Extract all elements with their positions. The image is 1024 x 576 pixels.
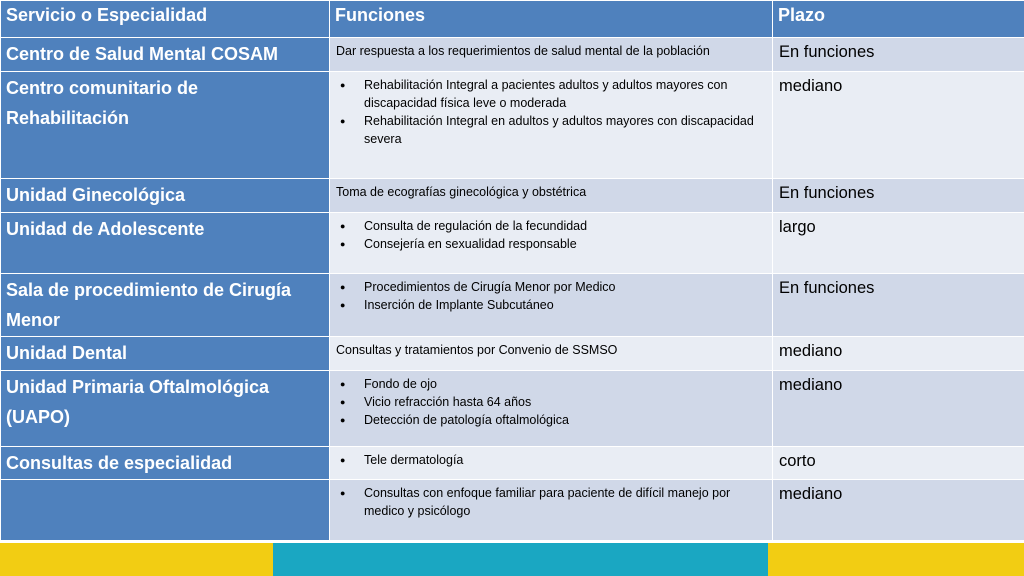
service-term: En funciones — [773, 38, 1024, 72]
service-functions — [330, 447, 773, 480]
service-term: mediano — [773, 72, 1024, 179]
service-name — [1, 480, 330, 541]
table-row — [1, 337, 1024, 371]
table-row — [1, 213, 1024, 274]
functions-list — [336, 451, 768, 469]
footer-yellow-left — [0, 543, 273, 576]
function-item: ● Consejería en sexualidad responsable — [336, 235, 768, 253]
service-term: largo — [773, 213, 1024, 274]
function-item: ● Vicio refracción hasta 64 años — [336, 393, 768, 411]
table-row — [1, 447, 1024, 480]
functions-list — [336, 76, 768, 148]
header-funciones: Funciones — [330, 1, 773, 38]
service-functions — [330, 274, 773, 337]
service-name: Unidad Ginecológica — [1, 179, 330, 213]
header-plazo: Plazo — [773, 1, 1024, 38]
service-name: Consultas de especialidad — [1, 447, 330, 480]
function-item: ● Inserción de Implante Subcutáneo — [336, 296, 768, 314]
service-term: corto — [773, 447, 1024, 480]
table-row — [1, 480, 1024, 541]
footer-bar — [0, 543, 1024, 576]
service-name: Unidad Dental — [1, 337, 330, 371]
table-row — [1, 179, 1024, 213]
table-row — [1, 274, 1024, 337]
function-item: ● Consulta de regulación de la fecundidad — [336, 217, 768, 235]
function-item: ● Detección de patología oftalmológica — [336, 411, 768, 429]
function-item: ● Rehabilitación Integral a pacientes adultos y adultos mayores con discapacidad física leve o moderada — [336, 76, 768, 112]
table-row — [1, 38, 1024, 72]
service-term: mediano — [773, 480, 1024, 541]
header-servicio: Servicio o Especialidad — [1, 1, 330, 38]
function-text: Toma de ecografías ginecológica y obstétrica — [336, 185, 587, 199]
functions-list — [336, 278, 768, 314]
service-term: mediano — [773, 371, 1024, 447]
service-functions — [330, 480, 773, 541]
service-functions — [330, 38, 773, 72]
service-name: Sala de procedimiento de Cirugía Menor — [1, 274, 330, 337]
service-functions — [330, 72, 773, 179]
function-item: ● Tele dermatología — [336, 451, 768, 469]
table-header-row — [1, 1, 1024, 38]
service-functions — [330, 179, 773, 213]
function-item: ● Procedimientos de Cirugía Menor por Medico — [336, 278, 768, 296]
functions-list — [336, 484, 768, 520]
service-functions — [330, 213, 773, 274]
service-functions — [330, 337, 773, 371]
service-term: En funciones — [773, 179, 1024, 213]
functions-list — [336, 217, 768, 253]
service-name: Unidad de Adolescente — [1, 213, 330, 274]
function-item: ● Fondo de ojo — [336, 375, 768, 393]
service-functions — [330, 371, 773, 447]
service-term: mediano — [773, 337, 1024, 371]
footer-yellow-right — [768, 543, 1024, 576]
service-name: Unidad Primaria Oftalmológica (UAPO) — [1, 371, 330, 447]
functions-list — [336, 375, 768, 429]
function-text: Dar respuesta a los requerimientos de salud mental de la población — [336, 44, 710, 58]
function-text: Consultas y tratamientos por Convenio de SSMSO — [336, 343, 618, 357]
footer-teal-center — [273, 543, 768, 576]
table-row — [1, 72, 1024, 179]
function-item: ● Consultas con enfoque familiar para paciente de difícil manejo por medico y psicólogo — [336, 484, 768, 520]
service-name: Centro de Salud Mental COSAM — [1, 38, 330, 72]
service-term: En funciones — [773, 274, 1024, 337]
table-row — [1, 371, 1024, 447]
function-item: ● Rehabilitación Integral en adultos y adultos mayores con discapacidad severa — [336, 112, 768, 148]
service-name: Centro comunitario de Rehabilitación — [1, 72, 330, 179]
